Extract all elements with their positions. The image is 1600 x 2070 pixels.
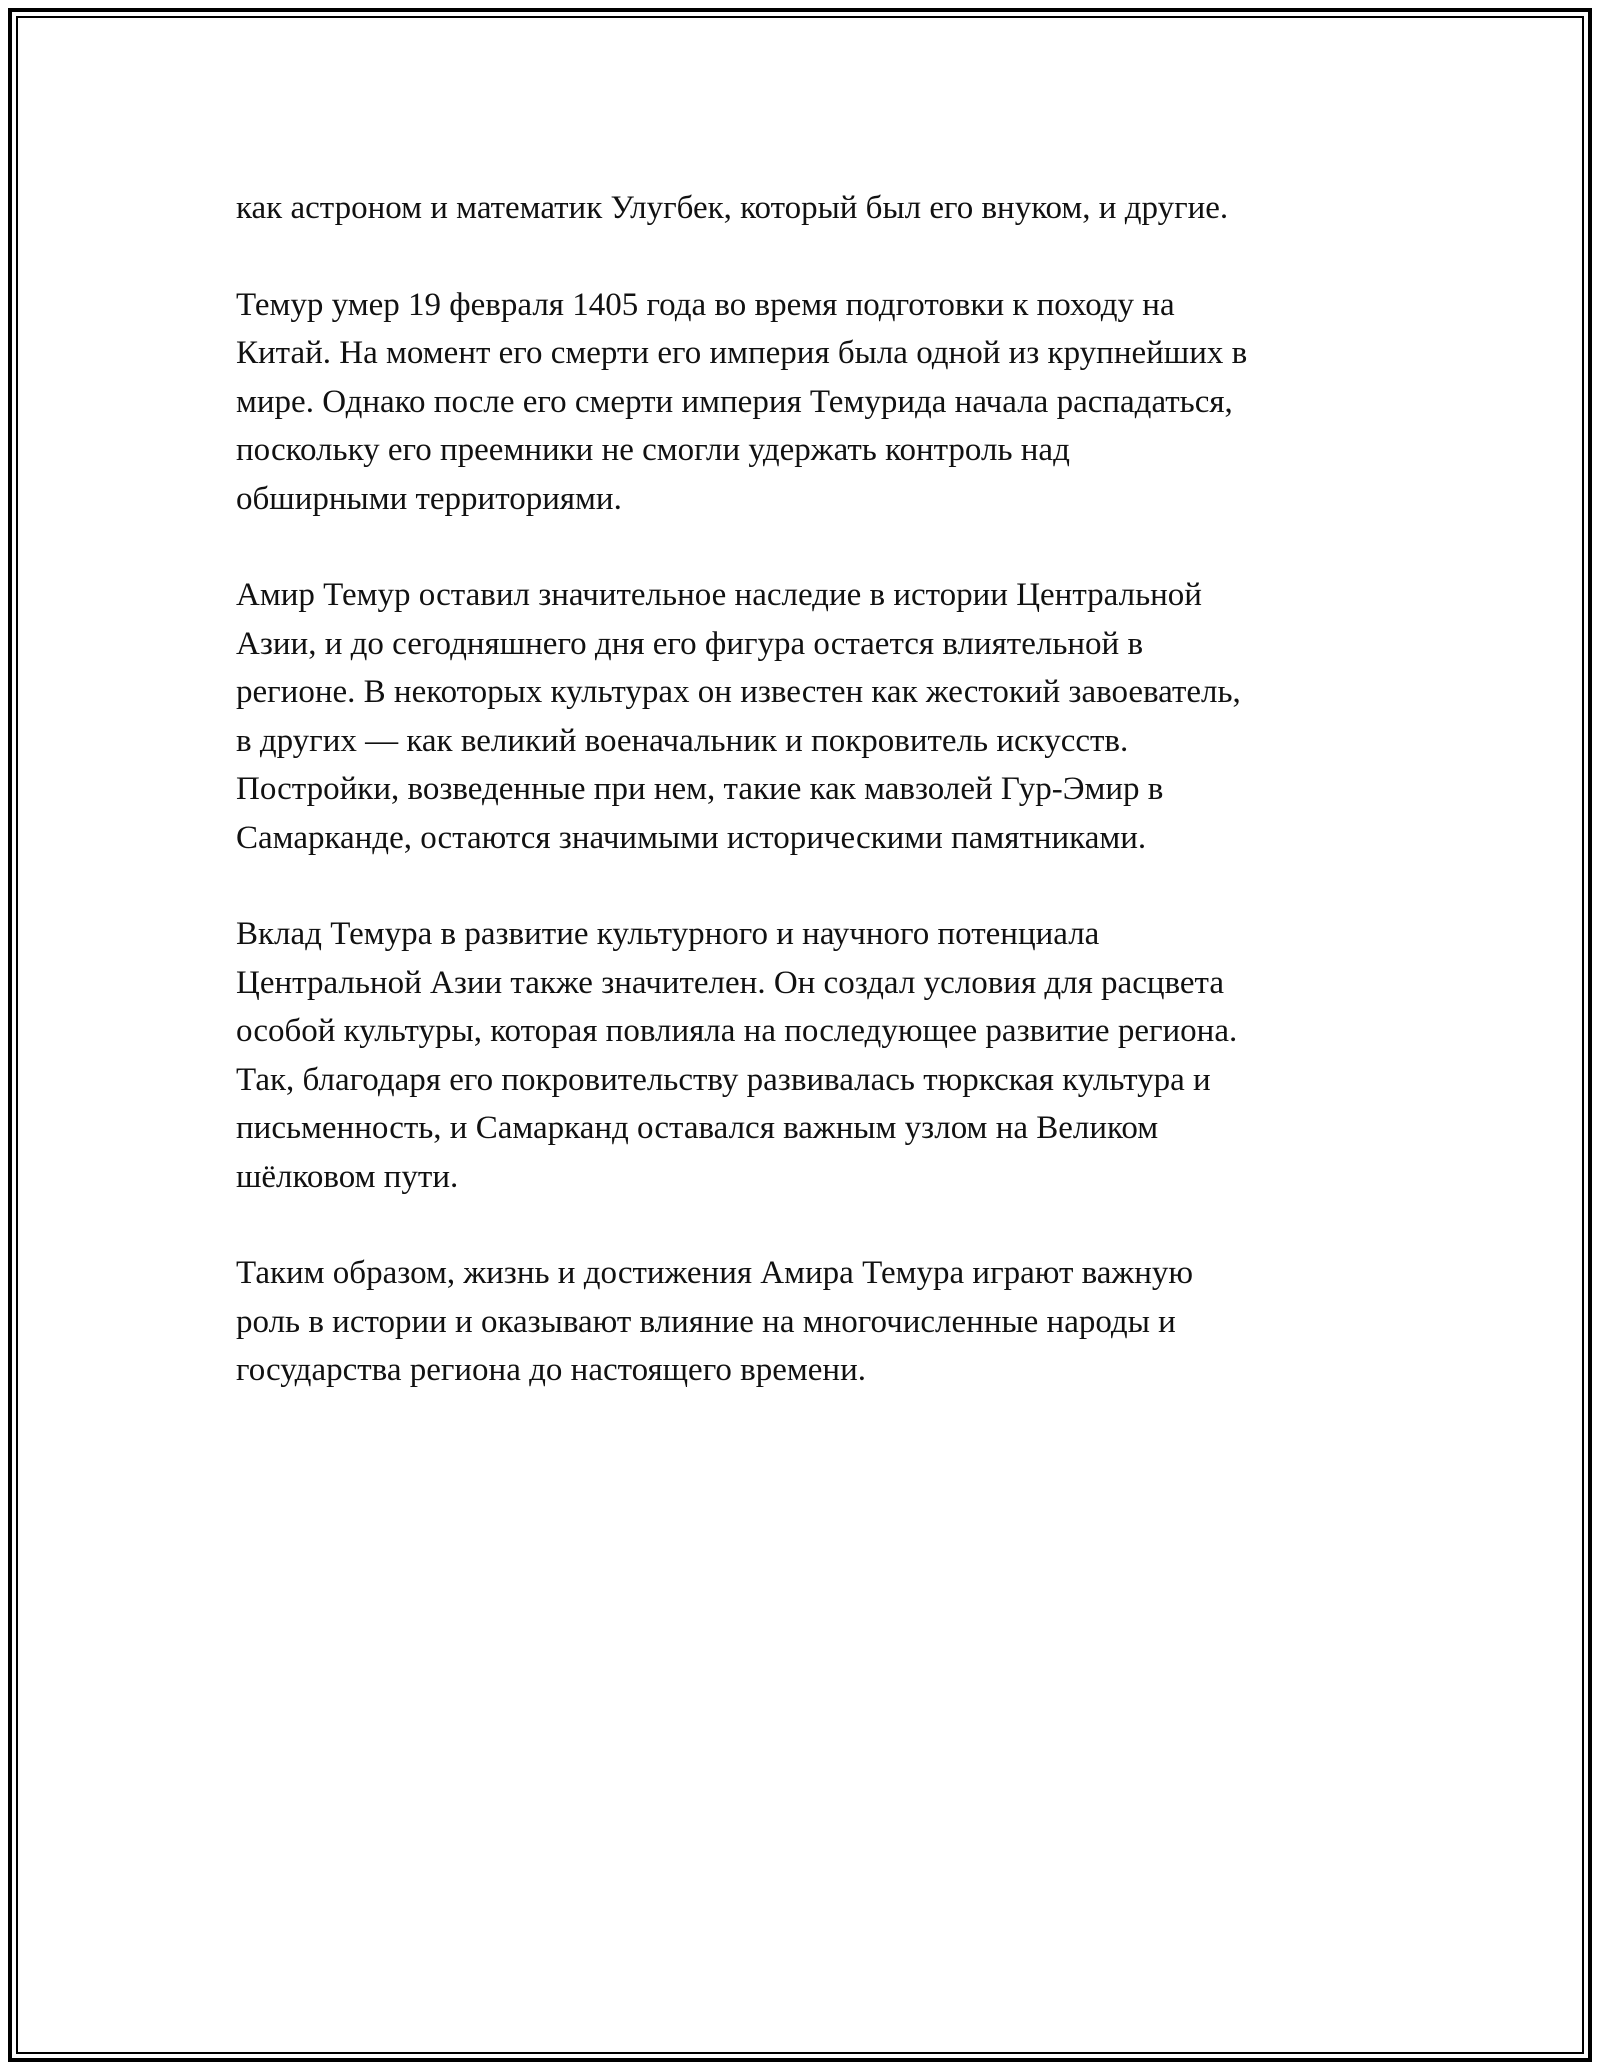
paragraph: Амир Темур оставил значительное наследие в истории Центральной Азии, и до сегодняшнего дня его фигура остается влиятельной в регионе. В некоторых культурах он известен как жестокий завоеватель, в других — как великий военачальник и покровитель искусств. Постройки, возведенные при нем, такие как мавзолей Гур-Эмир в Самарканде, остаются значимыми историческими памятниками.: [236, 577, 1241, 856]
paragraph: как астроном и математик Улугбек, который был его внуком, и другие.: [236, 190, 1229, 226]
paragraph: Таким образом, жизнь и достижения Амира Темура играют важную роль в истории и оказывают влияние на многочисленные народы и государства региона до настоящего времени.: [236, 1255, 1194, 1388]
paragraph: Вклад Темура в развитие культурного и научного потенциала Центральной Азии также значителен. Он создал условия для расцвета особой культуры, которая повлияла на последующее развитие региона. Так, благодаря его покровительству развивалась тюркская культура и письменность, и Самарканд оставался важным узлом на Великом шёлковом пути.: [236, 916, 1238, 1195]
paragraph: Темур умер 19 февраля 1405 года во время подготовки к походу на Китай. На момент его смерти его империя была одной из крупнейших в мире. Однако после его смерти империя Темурида начала распадаться, поскольку его преемники не смогли удержать контроль над обширными территориями.: [236, 286, 1248, 517]
document-body: [236, 184, 1366, 1443]
